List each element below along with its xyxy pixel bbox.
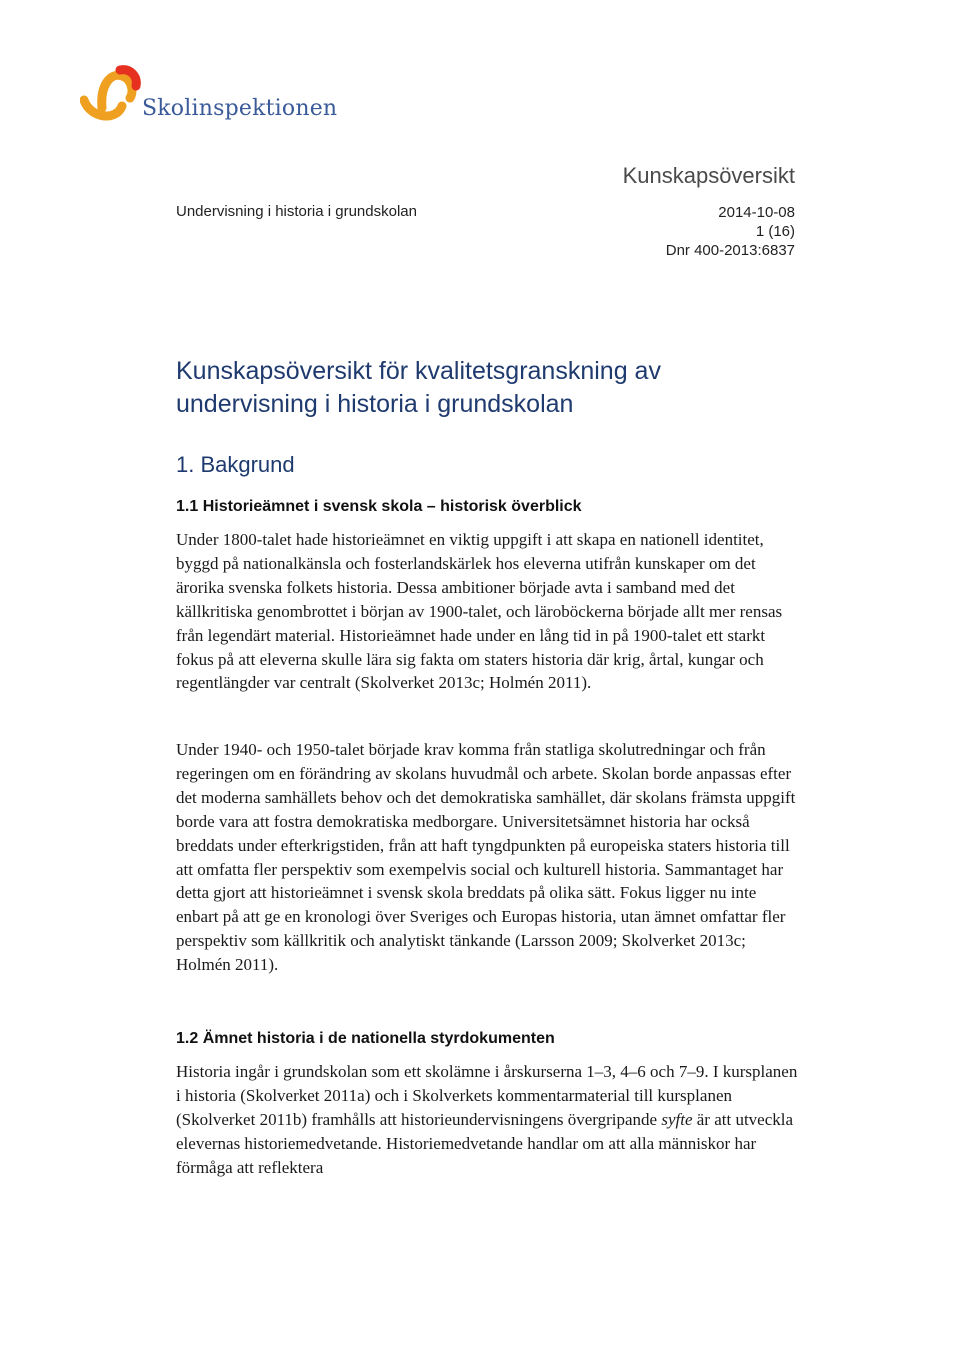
section-heading-1: 1. Bakgrund <box>176 452 295 477</box>
diary-number: Dnr 400-2013:6837 <box>665 242 795 259</box>
document-subject: Undervisning i historia i grundskolan <box>176 203 417 220</box>
skolinspektionen-logo <box>80 62 350 132</box>
document-type: Kunskapsöversikt <box>622 163 795 188</box>
document-date: 2014-10-08 <box>718 204 795 221</box>
section-heading-1-2: 1.2 Ämnet historia i de nationella styrdokumenten <box>176 1030 555 1047</box>
page-number: 1 (16) <box>755 223 795 240</box>
document-meta <box>666 203 795 260</box>
page-title: Kunskapsöversikt för kvalitetsgranskning av undervisning i historia i grundskolan <box>176 357 661 418</box>
logo-text: Skolinspektionen <box>142 96 338 121</box>
paragraph: Under 1800-talet hade historieämnet en viktig uppgift i att skapa en nationell identitet, byggd på nationalkänsla och fosterlandskärlek hos eleverna utifrån kunskaper om det ärorika svenska folkets historia. Dessa ambitioner började avta i samband med det källkritiska genombrottet i början av 1900-talet, och läroböckerna började allt mer rensas från legendärt material. Historieämnet hade under en lång tid in på 1900-talet ett starkt fokus på att eleverna skulle lära sig fakta om staters historia där krig, årtal, kungar och regentlängder var centralt (Skolverket 2013c; Holmén 2011). <box>176 530 783 693</box>
section-heading-1-1: 1.1 Historieämnet i svensk skola – historisk överblick <box>176 498 582 515</box>
paragraph: Historia ingår i grundskolan som ett skolämne i årskurserna 1–3, 4–6 och 7–9. I kursplanen i historia (Skolverket 2011a) och i Skolverkets kommentarmaterial till kursplanen (Skolverket 2011b) framhålls att historieundervisningens övergripande syfte är att utveckla elevernas historiemedvetande. Historiemedvetande handlar om att alla människor har förmåga att reflektera <box>176 1062 798 1177</box>
logo-mark-icon <box>80 62 144 132</box>
paragraph: Under 1940- och 1950-talet började krav komma från statliga skolutredningar och från regeringen om en förändring av skolans huvudmål och arbete. Skolan borde anpassas efter det moderna samhällets behov och det demokratiska samhället, där skolans främsta uppgift borde vara att fostra demokratiska medborgare. Universitetsämnet historia har också breddats under efterkrigstiden, från att haft tyngdpunkten på europeiska staters historia till att omfatta fler perspektiv som exempelvis social och kulturell historia. Sammantaget har detta gjort att historieämnet i svensk skola breddats på olika sätt. Fokus ligger nu inte enbart på att ge en kronologi över Sveriges och Europas historia, utan ämnet omfattar fler perspektiv som källkritik och analytiskt tänkande (Larsson 2009; Skolverket 2013c; Holmén 2011). <box>176 740 796 975</box>
emphasis: syfte <box>661 1109 693 1129</box>
